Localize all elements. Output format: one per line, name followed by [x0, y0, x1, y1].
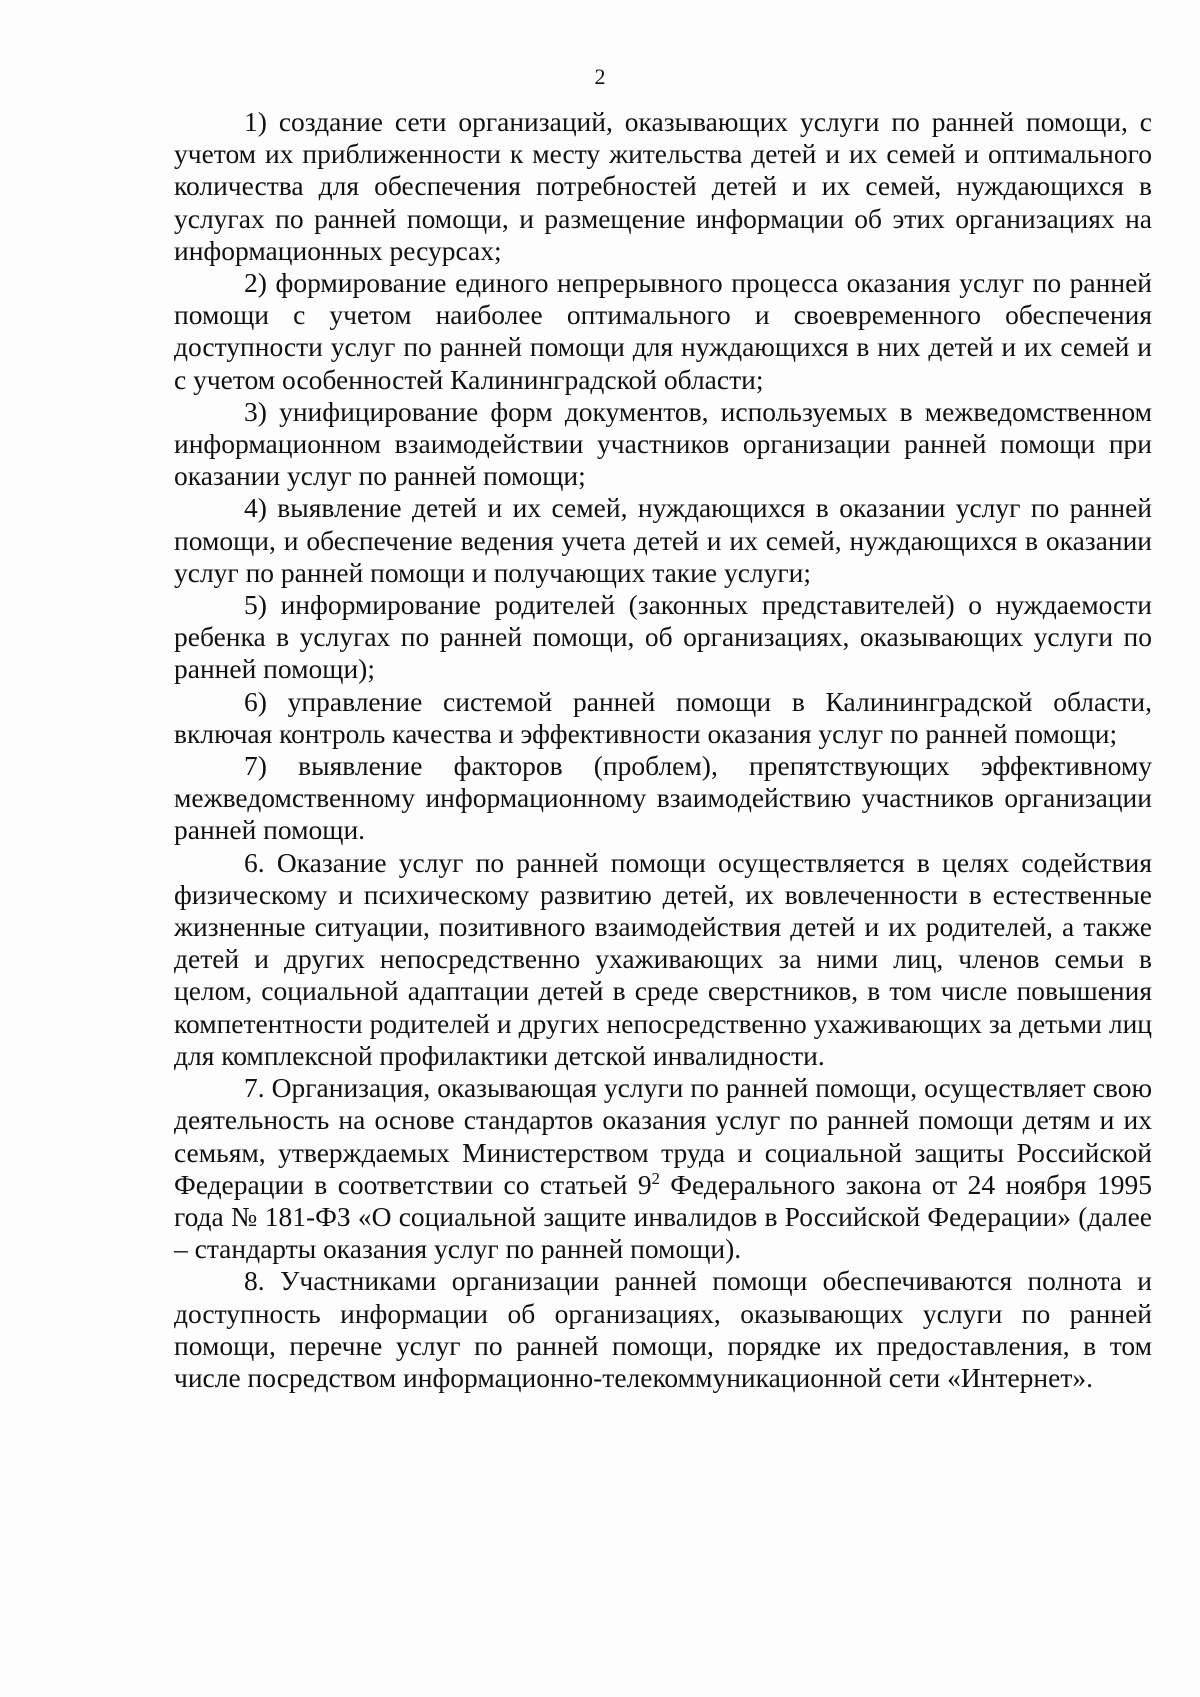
document-body	[174, 106, 1152, 1394]
paragraph-7-text-end: Федерального закона от 24 ноября 1995 года № 181-ФЗ «О социальной защите инвалидов в Российской Федерации» (далее – стандарты оказания услуг по ранней помощи).	[174, 1168, 1152, 1265]
list-item-7: 7) выявление факторов (проблем), препятствующих эффективному межведомственному информационному взаимодействию участников организации ранней помощи.	[174, 750, 1152, 846]
page-number: 2	[594, 64, 606, 89]
paragraph-7-text-start: 7. Организация, оказывающая услуги по ранней помощи, осуществляет свою деятельность на основе стандартов оказания услуг по ранней помощи детям и их семьям, утверждаемых Министерством труда и социальной защиты Российской Федерации в соответствии со статьей 9	[174, 1072, 1152, 1200]
list-item-4: 4) выявление детей и их семей, нуждающихся в оказании услуг по ранней помощи, и обеспечение ведения учета детей и их семей, нуждающихся в оказании услуг по ранней помощи и получающих такие услуги;	[174, 492, 1152, 588]
paragraph-7	[174, 1072, 1152, 1265]
paragraph-8: 8. Участниками организации ранней помощи обеспечиваются полнота и доступность информации об организациях, оказывающих услуги по ранней помощи, перечне услуг по ранней помощи, порядке их предоставления, в том числе посредством информационно-телекоммуникационной сети «Интернет».	[174, 1265, 1152, 1393]
list-item-1: 1) создание сети организаций, оказывающих услуги по ранней помощи, с учетом их приближенности к месту жительства детей и их семей и оптимального количества для обеспечения потребностей детей и их семей, нуждающихся в услугах по ранней помощи, и размещение информации об этих организациях на информационных ресурсах;	[174, 106, 1152, 266]
paragraph-6: 6. Оказание услуг по ранней помощи осуществляется в целях содействия физическому и психическому развитию детей, их вовлеченности в естественные жизненные ситуации, позитивного взаимодействия детей и их родителей, а также детей и других непосредственно ухаживающих за ними лиц, членов семьи в целом, социальной адаптации детей в среде сверстников, в том числе повышения компетентности родителей и других непосредственно ухаживающих за детьми лиц для комплексной профилактики детской инвалидности.	[174, 846, 1152, 1071]
list-item-3: 3) унифицирование форм документов, используемых в межведомственном информационном взаимодействии участников организации ранней помощи при оказании услуг по ранней помощи;	[174, 395, 1152, 492]
article-superscript: 2	[651, 1168, 660, 1188]
list-item-2: 2) формирование единого непрерывного процесса оказания услуг по ранней помощи с учетом наиболее оптимального и своевременного обеспечения доступности услуг по ранней помощи для нуждающихся в них детей и их семей и с учетом особенностей Калининградской области;	[174, 267, 1152, 395]
list-item-6: 6) управление системой ранней помощи в Калининградской области, включая контроль качества и эффективности оказания услуг по ранней помощи;	[174, 685, 1152, 749]
list-item-5: 5) информирование родителей (законных представителей) о нуждаемости ребенка в услугах по ранней помощи, об организациях, оказывающих услуги по ранней помощи);	[174, 589, 1152, 685]
